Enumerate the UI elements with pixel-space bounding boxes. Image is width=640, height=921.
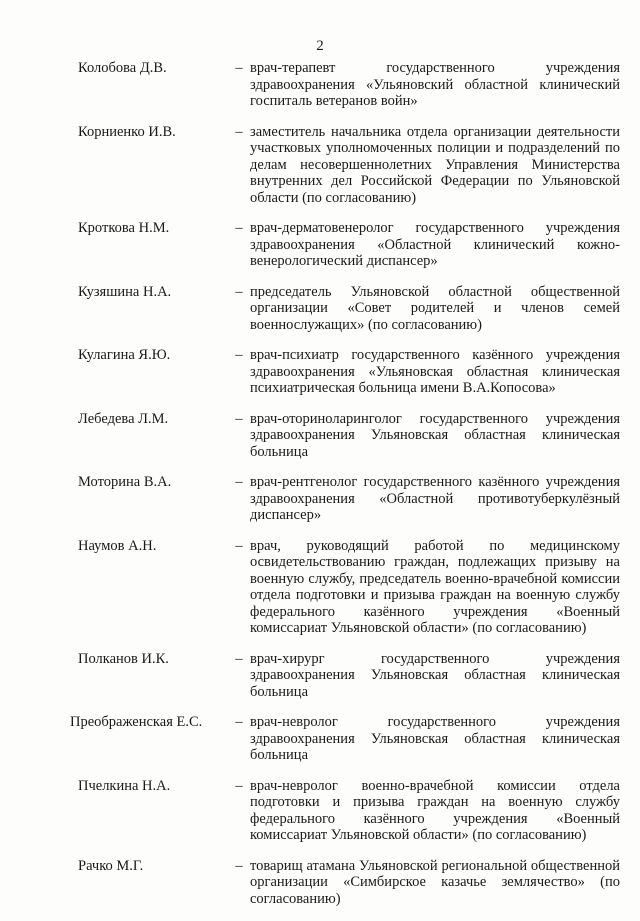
member-name: Кроткова Н.М. bbox=[78, 220, 170, 236]
dash-separator: – bbox=[235, 123, 243, 140]
member-role: врач-невролог военно-врачебной комиссии отдела подготовки и призыва граждан на военную службу федерального казённого учреждения «Военный комиссариат Ульяновской области» (по согласованию) bbox=[250, 777, 620, 843]
member-role: врач-хирург государственного учреждения здравоохранения Ульяновская областная клиническая больница bbox=[250, 650, 620, 700]
dash-separator: – bbox=[235, 537, 243, 554]
member-role: председатель Ульяновской областной общественной организации «Совет родителей и членов семей военнослужащих» (по согласованию) bbox=[250, 283, 620, 333]
list-item bbox=[0, 538, 640, 637]
member-list bbox=[0, 60, 640, 921]
member-role: товарищ атамана Ульяновской региональной общественной организации «Симбирское казачье землячество» (по согласованию) bbox=[250, 857, 620, 907]
list-item bbox=[0, 284, 640, 334]
member-name: Колобова Д.В. bbox=[78, 60, 167, 76]
member-role: врач, руководящий работой по медицинскому освидетельствованию граждан, подлежащих призыву на военную службу, председатель военно-врачебной комиссии отдела подготовки и призыва граждан на военную службу федерального казённого учреждения «Военный комиссариат Ульяновской области» (по согласованию) bbox=[250, 537, 620, 636]
dash-separator: – bbox=[235, 857, 243, 874]
list-item bbox=[0, 220, 640, 270]
dash-separator: – bbox=[235, 60, 243, 76]
member-role: врач-невролог государственного учреждения здравоохранения Ульяновская областная клиническая больница bbox=[250, 714, 620, 763]
member-role: врач-психиатр государственного казённого учреждения здравоохранения «Ульяновская областная клиническая психиатрическая больница имени В.А.Копосова» bbox=[250, 347, 620, 396]
dash-separator: – bbox=[235, 283, 243, 300]
list-item bbox=[0, 778, 640, 844]
list-item bbox=[0, 651, 640, 701]
member-name: Кулагина Я.Ю. bbox=[78, 347, 171, 363]
list-item bbox=[0, 60, 640, 110]
dash-separator: – bbox=[235, 714, 243, 730]
list-item bbox=[0, 124, 640, 207]
member-role: врач-оториноларинголог государственного учреждения здравоохранения Ульяновская областная клиническая больница bbox=[250, 410, 620, 460]
member-name: Корниенко И.В. bbox=[78, 123, 176, 140]
list-item bbox=[0, 474, 640, 524]
dash-separator: – bbox=[235, 220, 243, 236]
list-item bbox=[0, 347, 640, 397]
dash-separator: – bbox=[235, 347, 243, 363]
member-name: Моторина В.А. bbox=[78, 474, 172, 490]
list-item bbox=[0, 714, 640, 764]
member-name: Полканов И.К. bbox=[78, 650, 169, 667]
member-name: Кузяшина Н.А. bbox=[78, 283, 172, 300]
list-item bbox=[0, 411, 640, 461]
dash-separator: – bbox=[235, 650, 243, 667]
list-item bbox=[0, 858, 640, 908]
member-name: Преображенская Е.С. bbox=[70, 714, 203, 730]
dash-separator: – bbox=[235, 410, 243, 427]
member-role: врач-дерматовенеролог государственного учреждения здравоохранения «Областной клинический кожно-венерологический диспансер» bbox=[250, 220, 620, 269]
member-name: Лебедева Л.М. bbox=[78, 410, 169, 427]
member-name: Наумов А.Н. bbox=[78, 537, 157, 554]
member-role: врач-рентгенолог государственного казённого учреждения здравоохранения «Областной противотуберкулёзный диспансер» bbox=[250, 474, 620, 523]
page-number: 2 bbox=[316, 38, 324, 54]
dash-separator: – bbox=[235, 474, 243, 490]
dash-separator: – bbox=[235, 777, 243, 794]
member-role: заместитель начальника отдела организации деятельности участковых уполномоченных полиции и подразделений по делам несовершеннолетних Управления Министерства внутренних дел Российской Федерации по Ульяновской области (по согласованию) bbox=[250, 123, 620, 206]
member-name: Пчелкина Н.А. bbox=[78, 777, 171, 794]
member-name: Рачко М.Г. bbox=[78, 857, 144, 874]
member-role: врач-терапевт государственного учреждения здравоохранения «Ульяновский областной клинический госпиталь ветеранов войн» bbox=[250, 60, 620, 109]
